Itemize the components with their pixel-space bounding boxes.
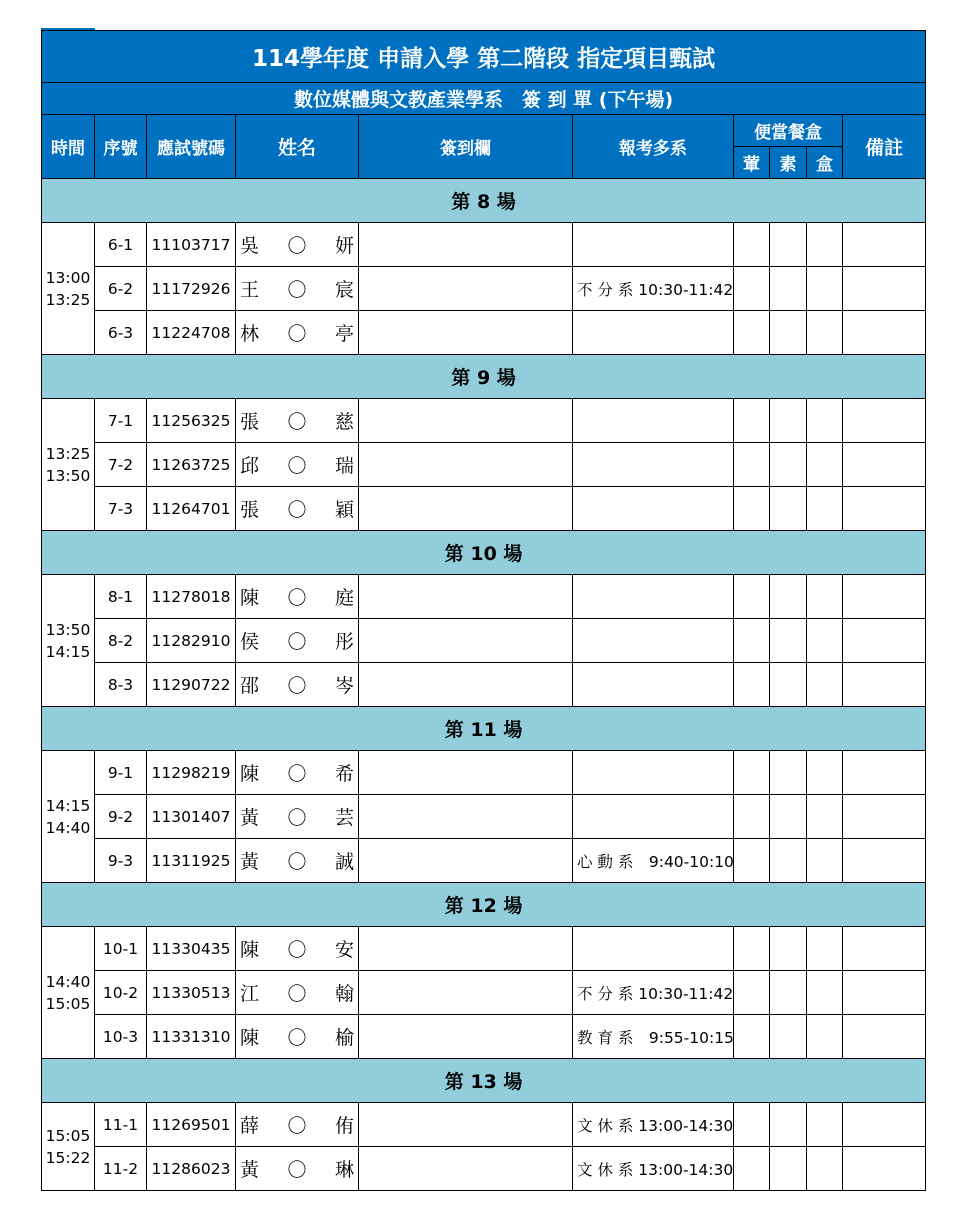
seq-cell: 8-1	[95, 575, 147, 619]
other-dept-cell	[573, 223, 734, 267]
bento-veg-cell[interactable]	[770, 1147, 807, 1191]
name-surname: 邵	[240, 675, 260, 697]
session-label: 第 13 場	[42, 1059, 926, 1103]
time-end: 15:05	[45, 994, 91, 1013]
table-row	[42, 619, 926, 663]
seq-cell: 6-1	[95, 223, 147, 267]
table-row	[42, 795, 926, 839]
bento-veg-cell[interactable]	[770, 839, 807, 883]
bento-veg-cell[interactable]	[770, 663, 807, 707]
seq-cell: 7-1	[95, 399, 147, 443]
signature-field[interactable]	[359, 1103, 573, 1147]
name-cell	[236, 1147, 359, 1191]
name-surname: 王	[240, 279, 260, 301]
name-surname: 張	[240, 499, 260, 521]
bento-veg-cell[interactable]	[770, 399, 807, 443]
signature-field[interactable]	[359, 839, 573, 883]
name-given: 庭	[334, 587, 354, 609]
name-mark: 〇	[287, 1115, 307, 1137]
table-row	[42, 443, 926, 487]
exam-no-cell: 11269501	[147, 1103, 236, 1147]
bento-meat-cell[interactable]	[734, 663, 770, 707]
time-start: 13:50	[45, 620, 91, 639]
bento-meat-cell[interactable]	[734, 839, 770, 883]
bento-meat-cell[interactable]	[734, 267, 770, 311]
table-row	[42, 971, 926, 1015]
session-band	[42, 883, 926, 927]
name-mark: 〇	[287, 587, 307, 609]
bento-veg-cell[interactable]	[770, 1103, 807, 1147]
seq-cell: 6-3	[95, 311, 147, 355]
header-other-dept: 報考多系	[573, 115, 734, 179]
time-start: 13:00	[45, 268, 91, 287]
seq-cell: 10-1	[95, 927, 147, 971]
header-sign: 簽到欄	[359, 115, 573, 179]
bento-box-cell[interactable]	[807, 1103, 843, 1147]
table-row	[42, 399, 926, 443]
remark-cell[interactable]	[843, 399, 926, 443]
header-exam-no: 應試號碼	[147, 115, 236, 179]
remark-cell[interactable]	[843, 663, 926, 707]
bento-veg-cell[interactable]	[770, 267, 807, 311]
bento-box-cell[interactable]	[807, 751, 843, 795]
name-surname: 江	[240, 983, 260, 1005]
bento-meat-cell[interactable]	[734, 443, 770, 487]
exam-no-cell: 11331310	[147, 1015, 236, 1059]
name-mark: 〇	[287, 235, 307, 257]
seq-cell: 9-1	[95, 751, 147, 795]
exam-no-cell: 11263725	[147, 443, 236, 487]
table-row	[42, 751, 926, 795]
name-mark: 〇	[287, 939, 307, 961]
exam-no-cell: 11256325	[147, 399, 236, 443]
signature-field[interactable]	[359, 619, 573, 663]
bento-meat-cell[interactable]	[734, 1147, 770, 1191]
table-row	[42, 1147, 926, 1191]
bento-meat-cell[interactable]	[734, 619, 770, 663]
signature-field[interactable]	[359, 267, 573, 311]
time-slot	[42, 223, 95, 355]
bento-veg-cell[interactable]	[770, 751, 807, 795]
time-slot	[42, 1103, 95, 1191]
name-mark: 〇	[287, 1159, 307, 1181]
name-cell	[236, 575, 359, 619]
remark-cell[interactable]	[843, 223, 926, 267]
bento-veg-cell[interactable]	[770, 1015, 807, 1059]
seq-cell: 11-2	[95, 1147, 147, 1191]
remark-cell[interactable]	[843, 575, 926, 619]
name-given: 彤	[334, 631, 354, 653]
remark-cell[interactable]	[843, 927, 926, 971]
name-surname: 陳	[240, 939, 260, 961]
bento-box-cell[interactable]	[807, 839, 843, 883]
time-end: 13:50	[45, 466, 91, 485]
name-given: 榆	[334, 1027, 354, 1049]
session-label: 第 9 場	[42, 355, 926, 399]
remark-cell[interactable]	[843, 971, 926, 1015]
table-row	[42, 575, 926, 619]
seq-cell: 7-3	[95, 487, 147, 531]
time-start: 14:15	[45, 796, 91, 815]
bento-box-cell[interactable]	[807, 619, 843, 663]
name-mark: 〇	[287, 411, 307, 433]
name-given: 誠	[334, 851, 354, 873]
signature-field[interactable]	[359, 927, 573, 971]
bento-box-cell[interactable]	[807, 311, 843, 355]
name-mark: 〇	[287, 763, 307, 785]
bento-box-cell[interactable]	[807, 971, 843, 1015]
exam-no-cell: 11330435	[147, 927, 236, 971]
seq-cell: 8-2	[95, 619, 147, 663]
other-dept-cell	[573, 927, 734, 971]
remark-cell[interactable]	[843, 839, 926, 883]
name-mark: 〇	[287, 279, 307, 301]
header-bento: 便當餐盒	[734, 115, 843, 147]
name-cell	[236, 399, 359, 443]
table-row	[42, 1103, 926, 1147]
exam-no-cell: 11264701	[147, 487, 236, 531]
name-mark: 〇	[287, 675, 307, 697]
name-mark: 〇	[287, 1027, 307, 1049]
other-dept-cell	[573, 399, 734, 443]
remark-cell[interactable]	[843, 1147, 926, 1191]
exam-no-cell: 11290722	[147, 663, 236, 707]
bento-meat-cell[interactable]	[734, 751, 770, 795]
bento-veg-cell[interactable]	[770, 575, 807, 619]
name-cell	[236, 751, 359, 795]
other-dept-cell	[573, 487, 734, 531]
signature-field[interactable]	[359, 971, 573, 1015]
session-label: 第 8 場	[42, 179, 926, 223]
bento-box-cell[interactable]	[807, 1147, 843, 1191]
name-given: 宸	[334, 279, 354, 301]
remark-cell[interactable]	[843, 795, 926, 839]
bento-box-cell[interactable]	[807, 663, 843, 707]
time-end: 14:40	[45, 818, 91, 837]
table-row	[42, 267, 926, 311]
name-cell	[236, 1015, 359, 1059]
bento-meat-cell[interactable]	[734, 795, 770, 839]
sheet-title: 114學年度 申請入學 第二階段 指定項目甄試	[42, 31, 926, 83]
name-surname: 黃	[240, 1159, 260, 1181]
exam-no-cell: 11286023	[147, 1147, 236, 1191]
time-end: 14:15	[45, 642, 91, 661]
name-surname: 陳	[240, 587, 260, 609]
seq-cell: 7-2	[95, 443, 147, 487]
sheet-subtitle: 數位媒體與文教產業學系 簽 到 單 (下午場)	[42, 83, 926, 115]
bento-box-cell[interactable]	[807, 1015, 843, 1059]
bento-meat-cell[interactable]	[734, 927, 770, 971]
name-surname: 張	[240, 411, 260, 433]
signature-field[interactable]	[359, 1015, 573, 1059]
name-mark: 〇	[287, 323, 307, 345]
other-dept-cell	[573, 443, 734, 487]
name-cell	[236, 487, 359, 531]
name-surname: 林	[240, 323, 260, 345]
other-dept-cell	[573, 795, 734, 839]
name-given: 芸	[334, 807, 354, 829]
seq-cell: 11-1	[95, 1103, 147, 1147]
name-mark: 〇	[287, 631, 307, 653]
signature-field[interactable]	[359, 487, 573, 531]
signature-field[interactable]	[359, 663, 573, 707]
session-band	[42, 355, 926, 399]
header-time: 時間	[42, 115, 95, 179]
time-slot	[42, 399, 95, 531]
exam-no-cell: 11103717	[147, 223, 236, 267]
name-cell	[236, 1103, 359, 1147]
bento-box-cell[interactable]	[807, 399, 843, 443]
name-surname: 黃	[240, 807, 260, 829]
bento-box-cell[interactable]	[807, 487, 843, 531]
seq-cell: 6-2	[95, 267, 147, 311]
time-start: 15:05	[45, 1126, 91, 1145]
other-dept-cell: 教 育 系 9:55-10:15	[573, 1015, 734, 1059]
bento-meat-cell[interactable]	[734, 575, 770, 619]
other-dept-cell: 文 休 系 13:00-14:30	[573, 1147, 734, 1191]
header-name: 姓名	[236, 115, 359, 179]
name-cell	[236, 971, 359, 1015]
name-given: 亭	[334, 323, 354, 345]
time-slot	[42, 575, 95, 707]
name-surname: 吳	[240, 235, 260, 257]
other-dept-cell: 文 休 系 13:00-14:30	[573, 1103, 734, 1147]
name-given: 安	[334, 939, 354, 961]
bento-veg-cell[interactable]	[770, 487, 807, 531]
exam-no-cell: 11330513	[147, 971, 236, 1015]
name-mark: 〇	[287, 983, 307, 1005]
bento-meat-cell[interactable]	[734, 311, 770, 355]
name-surname: 陳	[240, 763, 260, 785]
seq-cell: 9-3	[95, 839, 147, 883]
exam-no-cell: 11311925	[147, 839, 236, 883]
time-slot	[42, 751, 95, 883]
signature-field[interactable]	[359, 751, 573, 795]
name-mark: 〇	[287, 499, 307, 521]
table-row	[42, 487, 926, 531]
remark-cell[interactable]	[843, 1103, 926, 1147]
sign-in-sheet	[41, 30, 926, 1191]
name-cell	[236, 839, 359, 883]
other-dept-cell	[573, 311, 734, 355]
session-label: 第 11 場	[42, 707, 926, 751]
session-band	[42, 531, 926, 575]
other-dept-cell: 不 分 系 10:30-11:42	[573, 267, 734, 311]
name-surname: 侯	[240, 631, 260, 653]
other-dept-cell	[573, 663, 734, 707]
signature-field[interactable]	[359, 311, 573, 355]
header-meat: 葷	[734, 147, 770, 179]
bento-box-cell[interactable]	[807, 795, 843, 839]
exam-no-cell: 11224708	[147, 311, 236, 355]
table-row	[42, 927, 926, 971]
name-cell	[236, 619, 359, 663]
name-given: 岑	[334, 675, 354, 697]
time-start: 13:25	[45, 444, 91, 463]
bento-meat-cell[interactable]	[734, 1103, 770, 1147]
exam-no-cell: 11172926	[147, 267, 236, 311]
signature-field[interactable]	[359, 795, 573, 839]
time-end: 13:25	[45, 290, 91, 309]
exam-no-cell: 11282910	[147, 619, 236, 663]
bento-box-cell[interactable]	[807, 927, 843, 971]
signature-field[interactable]	[359, 223, 573, 267]
exam-no-cell: 11301407	[147, 795, 236, 839]
table-row	[42, 223, 926, 267]
other-dept-cell	[573, 619, 734, 663]
session-label: 第 10 場	[42, 531, 926, 575]
name-surname: 陳	[240, 1027, 260, 1049]
signature-field[interactable]	[359, 399, 573, 443]
bento-box-cell[interactable]	[807, 575, 843, 619]
name-given: 穎	[334, 499, 354, 521]
table-row	[42, 311, 926, 355]
time-slot	[42, 927, 95, 1059]
signature-field[interactable]	[359, 1147, 573, 1191]
name-given: 希	[334, 763, 354, 785]
name-mark: 〇	[287, 851, 307, 873]
name-mark: 〇	[287, 807, 307, 829]
name-given: 琳	[334, 1159, 354, 1181]
name-surname: 邱	[240, 455, 260, 477]
session-band	[42, 707, 926, 751]
signature-field[interactable]	[359, 575, 573, 619]
session-band	[42, 179, 926, 223]
name-mark: 〇	[287, 455, 307, 477]
name-given: 侑	[334, 1115, 354, 1137]
seq-cell: 8-3	[95, 663, 147, 707]
remark-cell[interactable]	[843, 1015, 926, 1059]
bento-veg-cell[interactable]	[770, 971, 807, 1015]
bento-meat-cell[interactable]	[734, 487, 770, 531]
name-given: 瑞	[334, 455, 354, 477]
session-label: 第 12 場	[42, 883, 926, 927]
header-veg: 素	[770, 147, 807, 179]
seq-cell: 9-2	[95, 795, 147, 839]
seq-cell: 10-2	[95, 971, 147, 1015]
name-cell	[236, 223, 359, 267]
bento-veg-cell[interactable]	[770, 795, 807, 839]
name-cell	[236, 443, 359, 487]
other-dept-cell	[573, 575, 734, 619]
name-cell	[236, 927, 359, 971]
remark-cell[interactable]	[843, 619, 926, 663]
header-remark: 備註	[843, 115, 926, 179]
remark-cell[interactable]	[843, 311, 926, 355]
bento-box-cell[interactable]	[807, 267, 843, 311]
seq-cell: 10-3	[95, 1015, 147, 1059]
bento-meat-cell[interactable]	[734, 399, 770, 443]
name-cell	[236, 267, 359, 311]
other-dept-cell: 心 動 系 9:40-10:10	[573, 839, 734, 883]
other-dept-cell	[573, 751, 734, 795]
table-row	[42, 839, 926, 883]
signature-field[interactable]	[359, 443, 573, 487]
bento-veg-cell[interactable]	[770, 223, 807, 267]
bento-box-cell[interactable]	[807, 223, 843, 267]
name-given: 翰	[334, 983, 354, 1005]
bento-veg-cell[interactable]	[770, 619, 807, 663]
bento-meat-cell[interactable]	[734, 971, 770, 1015]
bento-meat-cell[interactable]	[734, 223, 770, 267]
name-surname: 黃	[240, 851, 260, 873]
bento-box-cell[interactable]	[807, 443, 843, 487]
bento-veg-cell[interactable]	[770, 443, 807, 487]
name-given: 慈	[334, 411, 354, 433]
exam-no-cell: 11298219	[147, 751, 236, 795]
bento-veg-cell[interactable]	[770, 927, 807, 971]
remark-cell[interactable]	[843, 487, 926, 531]
name-given: 妍	[334, 235, 354, 257]
bento-veg-cell[interactable]	[770, 311, 807, 355]
table-row	[42, 663, 926, 707]
name-surname: 薛	[240, 1115, 260, 1137]
name-cell	[236, 663, 359, 707]
remark-cell[interactable]	[843, 267, 926, 311]
session-band	[42, 1059, 926, 1103]
remark-cell[interactable]	[843, 443, 926, 487]
bento-meat-cell[interactable]	[734, 1015, 770, 1059]
name-cell	[236, 795, 359, 839]
time-start: 14:40	[45, 972, 91, 991]
other-dept-cell: 不 分 系 10:30-11:42	[573, 971, 734, 1015]
header-seq: 序號	[95, 115, 147, 179]
header-box: 盒	[807, 147, 843, 179]
exam-no-cell: 11278018	[147, 575, 236, 619]
table-row	[42, 1015, 926, 1059]
remark-cell[interactable]	[843, 751, 926, 795]
time-end: 15:22	[45, 1148, 91, 1167]
name-cell	[236, 311, 359, 355]
